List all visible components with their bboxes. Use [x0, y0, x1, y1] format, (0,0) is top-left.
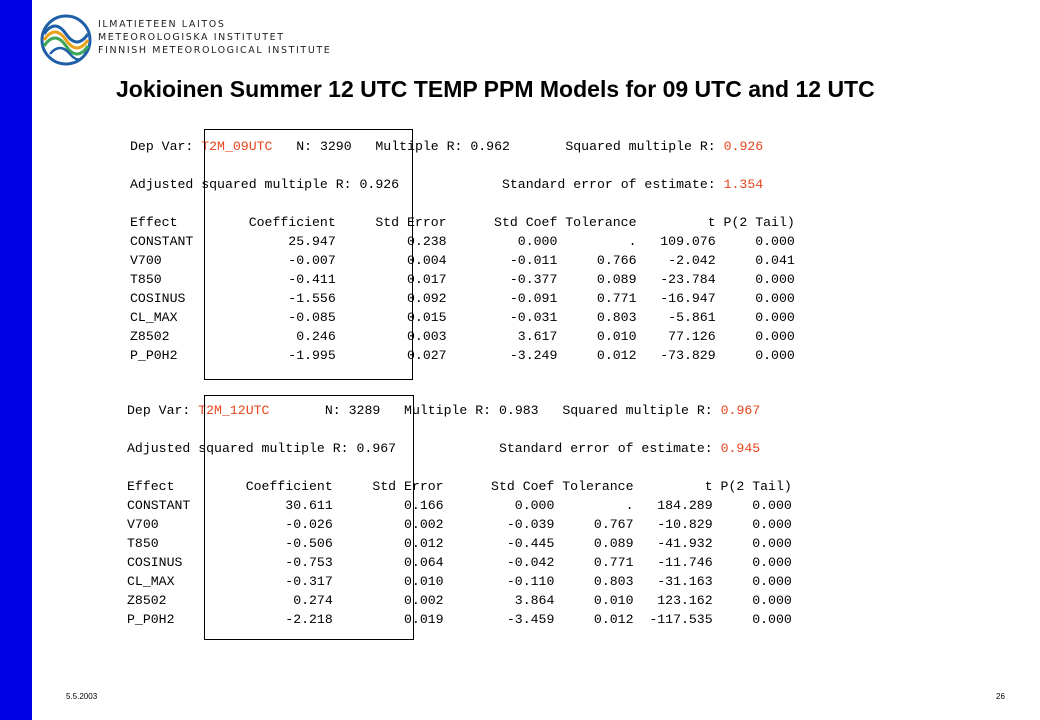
slide-date: 5.5.2003: [66, 692, 98, 701]
table-cell: 0.000: [715, 291, 795, 306]
column-header: Std Coef: [446, 215, 558, 230]
squared-r-label: Squared multiple R:: [565, 139, 716, 154]
table-cell: -0.091: [446, 291, 558, 306]
table-cell: 25.947: [193, 234, 336, 249]
fmi-logo-icon: [40, 14, 92, 66]
table-cell: -1.995: [193, 348, 336, 363]
squared-r-label: Squared multiple R:: [562, 403, 713, 418]
institute-name-sv: METEOROLOGISKA INSTITUTET: [98, 32, 285, 43]
n-value: 3290: [319, 139, 352, 154]
table-cell: -0.026: [190, 517, 333, 532]
table-cell: 0.771: [557, 291, 637, 306]
table-cell: -41.932: [633, 536, 713, 551]
table-cell: 0.803: [557, 310, 637, 325]
std-error-estimate-value: 1.354: [723, 177, 764, 192]
effect-name: V700: [130, 253, 194, 268]
effect-column-frame-09utc: [204, 129, 413, 380]
table-cell: 0.000: [715, 234, 795, 249]
institute-name-en: FINNISH METEOROLOGICAL INSTITUTE: [98, 45, 332, 56]
effect-name: Z8502: [130, 329, 194, 344]
column-header: Effect: [127, 479, 191, 494]
table-cell: 0.766: [557, 253, 637, 268]
effect-name: CONSTANT: [127, 498, 191, 513]
table-cell: 0.000: [712, 536, 792, 551]
column-header: P(2 Tail): [715, 215, 795, 230]
table-cell: 0.010: [557, 329, 637, 344]
table-cell: -0.377: [446, 272, 558, 287]
table-cell: 0.803: [554, 574, 634, 589]
adjusted-r-value: 0.967: [356, 441, 397, 456]
table-cell: 184.289: [633, 498, 713, 513]
std-error-estimate-label: Standard error of estimate:: [498, 441, 713, 456]
table-cell: -31.163: [633, 574, 713, 589]
table-cell: 0.000: [712, 517, 792, 532]
table-cell: 0.000: [712, 612, 792, 627]
table-cell: 0.000: [443, 498, 555, 513]
multiple-r-label: Multiple R:: [375, 139, 463, 154]
dep-var-value: T2M_12UTC: [198, 403, 270, 418]
effect-name: P_P0H2: [127, 612, 191, 627]
table-cell: 0.000: [712, 574, 792, 589]
std-error-estimate-value: 0.945: [720, 441, 761, 456]
table-cell: .: [554, 498, 634, 513]
effect-name: CONSTANT: [130, 234, 194, 249]
std-error-estimate-label: Standard error of estimate:: [501, 177, 716, 192]
table-cell: 0.274: [190, 593, 333, 608]
table-cell: 0.015: [335, 310, 447, 325]
table-cell: -0.011: [446, 253, 558, 268]
table-cell: -0.317: [190, 574, 333, 589]
column-header: Std Coef: [443, 479, 555, 494]
column-header: t: [633, 479, 713, 494]
table-cell: 0.238: [335, 234, 447, 249]
table-cell: -0.007: [193, 253, 336, 268]
column-header: Coefficient: [193, 215, 336, 230]
table-cell: 3.864: [443, 593, 555, 608]
adjusted-r-label: Adjusted squared multiple R:: [127, 441, 349, 456]
table-cell: 0.246: [193, 329, 336, 344]
table-cell: -0.411: [193, 272, 336, 287]
column-header: Std Error: [332, 479, 444, 494]
slide-title: Jokioinen Summer 12 UTC TEMP PPM Models for 09 UTC and 12 UTC: [116, 76, 875, 102]
table-cell: 109.076: [636, 234, 716, 249]
table-cell: .: [557, 234, 637, 249]
effect-name: CL_MAX: [130, 310, 194, 325]
left-accent-bar: [0, 0, 32, 720]
column-header: P(2 Tail): [712, 479, 792, 494]
table-cell: -3.459: [443, 612, 555, 627]
institute-name-fi: ILMATIETEEN LAITOS: [98, 19, 226, 30]
dep-var-value: T2M_09UTC: [201, 139, 273, 154]
table-cell: 0.027: [335, 348, 447, 363]
column-header: Tolerance: [554, 479, 634, 494]
effect-name: T850: [130, 272, 194, 287]
table-cell: -0.445: [443, 536, 555, 551]
table-cell: -2.042: [636, 253, 716, 268]
table-cell: -1.556: [193, 291, 336, 306]
table-cell: 0.004: [335, 253, 447, 268]
table-cell: 0.010: [554, 593, 634, 608]
effect-name: T850: [127, 536, 191, 551]
table-cell: -0.085: [193, 310, 336, 325]
institute-name: [98, 18, 331, 57]
table-cell: -73.829: [636, 348, 716, 363]
dep-var-label: Dep Var:: [127, 403, 191, 418]
table-cell: 0.064: [332, 555, 444, 570]
table-cell: -5.861: [636, 310, 716, 325]
dep-var-label: Dep Var:: [130, 139, 194, 154]
adjusted-r-value: 0.926: [359, 177, 400, 192]
table-cell: 0.012: [554, 612, 634, 627]
table-cell: 0.002: [332, 593, 444, 608]
table-cell: 0.017: [335, 272, 447, 287]
table-cell: 3.617: [446, 329, 558, 344]
table-cell: -0.110: [443, 574, 555, 589]
effect-name: COSINUS: [130, 291, 194, 306]
adjusted-r-label: Adjusted squared multiple R:: [130, 177, 352, 192]
table-cell: 0.002: [332, 517, 444, 532]
column-header: Effect: [130, 215, 194, 230]
multiple-r-label: Multiple R:: [404, 403, 492, 418]
slide-page-number: 26: [996, 692, 1005, 701]
table-cell: 0.166: [332, 498, 444, 513]
table-cell: 0.012: [557, 348, 637, 363]
column-header: Std Error: [335, 215, 447, 230]
table-cell: 0.000: [446, 234, 558, 249]
table-cell: -0.042: [443, 555, 555, 570]
table-cell: 77.126: [636, 329, 716, 344]
table-cell: 0.092: [335, 291, 447, 306]
table-cell: -2.218: [190, 612, 333, 627]
effect-name: V700: [127, 517, 191, 532]
table-cell: -117.535: [633, 612, 713, 627]
n-value: 3289: [348, 403, 381, 418]
effect-name: COSINUS: [127, 555, 191, 570]
table-cell: 0.003: [335, 329, 447, 344]
table-cell: 0.012: [332, 536, 444, 551]
table-cell: 0.771: [554, 555, 634, 570]
squared-r-value: 0.926: [723, 139, 764, 154]
table-cell: -11.746: [633, 555, 713, 570]
table-cell: 0.000: [712, 555, 792, 570]
multiple-r-value: 0.983: [499, 403, 539, 418]
table-cell: 0.010: [332, 574, 444, 589]
table-cell: -0.753: [190, 555, 333, 570]
table-cell: -0.031: [446, 310, 558, 325]
table-cell: -23.784: [636, 272, 716, 287]
n-label: N:: [296, 139, 313, 154]
effect-name: Z8502: [127, 593, 191, 608]
table-cell: 0.041: [715, 253, 795, 268]
table-cell: 0.000: [712, 593, 792, 608]
table-cell: 0.000: [712, 498, 792, 513]
column-header: Coefficient: [190, 479, 333, 494]
effect-name: CL_MAX: [127, 574, 191, 589]
squared-r-value: 0.967: [720, 403, 761, 418]
table-cell: 30.611: [190, 498, 333, 513]
table-cell: 0.000: [715, 310, 795, 325]
table-cell: 0.089: [554, 536, 634, 551]
table-cell: -16.947: [636, 291, 716, 306]
table-cell: -0.506: [190, 536, 333, 551]
column-header: t: [636, 215, 716, 230]
multiple-r-value: 0.962: [470, 139, 510, 154]
table-cell: 0.000: [715, 348, 795, 363]
table-cell: 0.000: [715, 329, 795, 344]
table-cell: 0.019: [332, 612, 444, 627]
table-cell: 0.089: [557, 272, 637, 287]
table-cell: -3.249: [446, 348, 558, 363]
column-header: Tolerance: [557, 215, 637, 230]
table-cell: 123.162: [633, 593, 713, 608]
n-label: N:: [324, 403, 341, 418]
table-cell: -10.829: [633, 517, 713, 532]
table-cell: 0.000: [715, 272, 795, 287]
table-cell: -0.039: [443, 517, 555, 532]
effect-column-frame-12utc: [204, 395, 414, 640]
table-cell: 0.767: [554, 517, 634, 532]
effect-name: P_P0H2: [130, 348, 194, 363]
